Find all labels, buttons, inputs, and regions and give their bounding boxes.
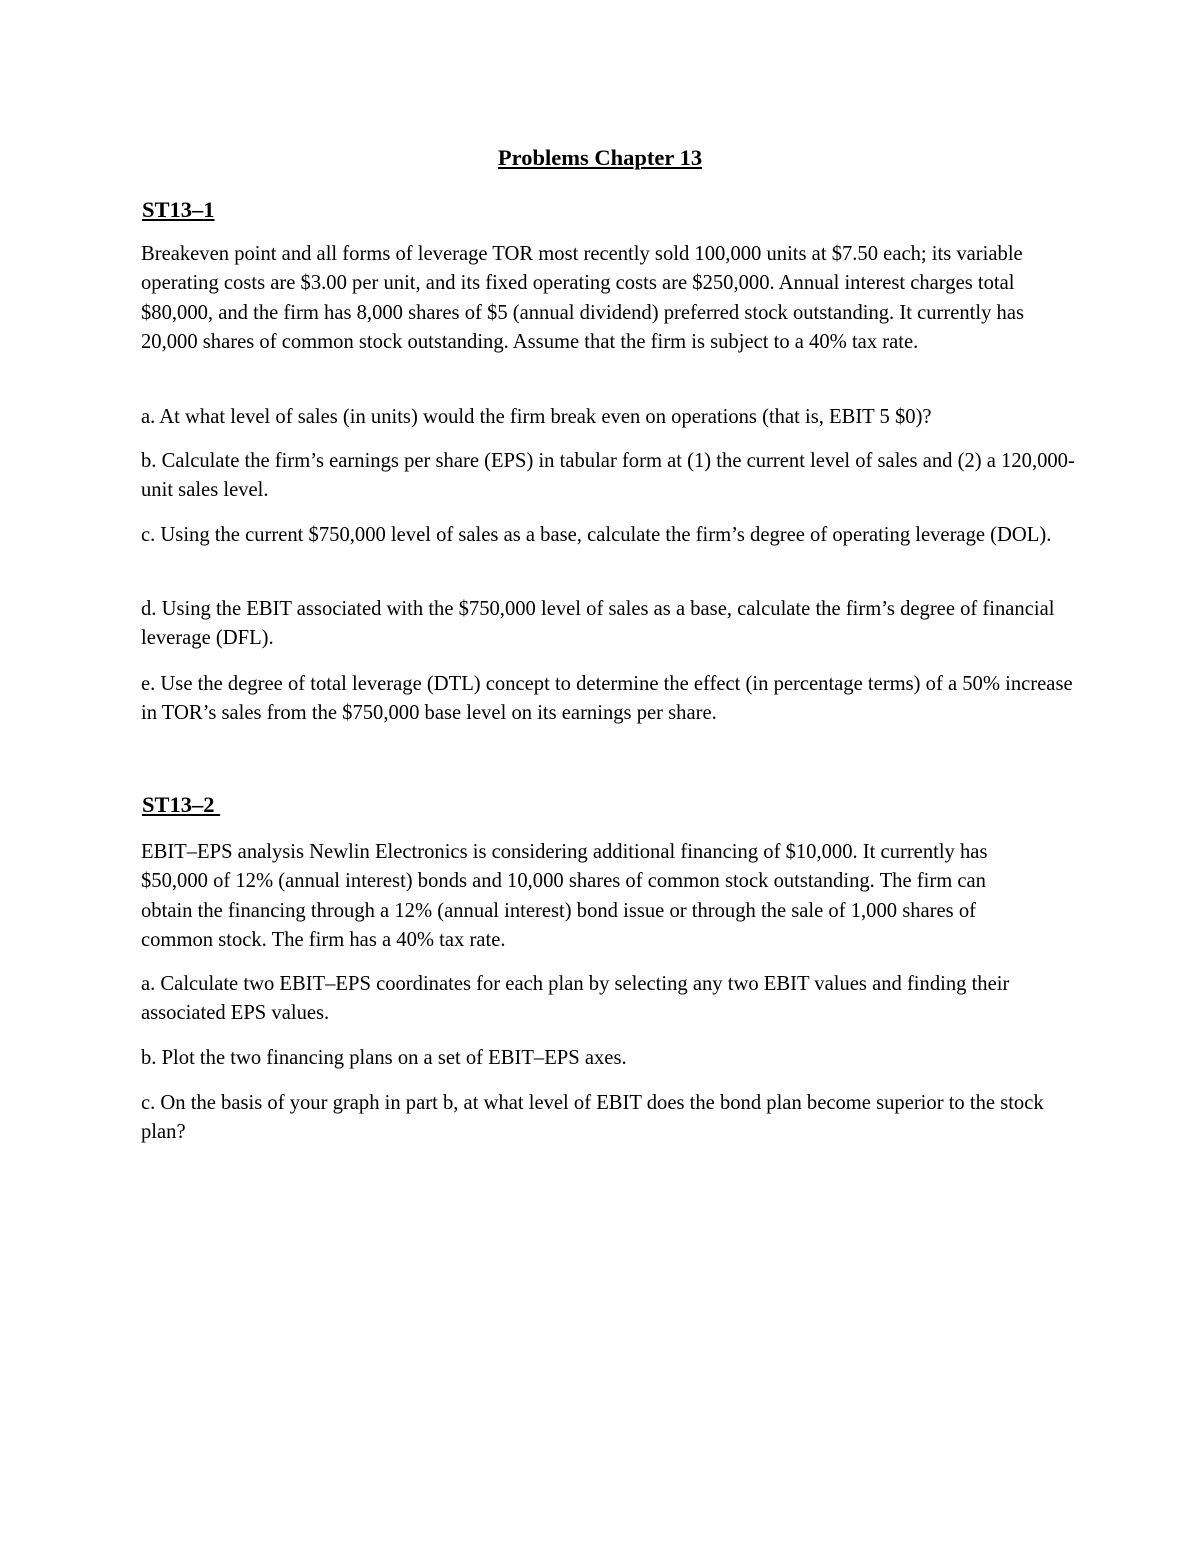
- question-st13-1-c: c. Using the current $750,000 level of sales as a base, calculate the firm’s degree of operating leverage (DOL).: [141, 524, 1052, 546]
- question-st13-1-b: b. Calculate the firm’s earnings per share (EPS) in tabular form at (1) the current level of sales and (2) a 120,000-unit sales level.: [141, 450, 1075, 502]
- question-st13-1-e: e. Use the degree of total leverage (DTL) concept to determine the effect (in percentage terms) of a 50% increase in TOR’s sales from the $750,000 base level on its earnings per share.: [141, 673, 1073, 725]
- question-st13-1-a: a. At what level of sales (in units) would the firm break even on operations (that is, EBIT 5 $0)?: [141, 406, 932, 428]
- section-heading-st13-2: ST13–2: [142, 792, 221, 817]
- problem-statement-st13-2: EBIT–EPS analysis Newlin Electronics is considering additional financing of $10,000. It currently has $50,000 of 12% (annual interest) bonds and 10,000 shares of common stock outstanding. The firm can obtain the financing through a 12% (annual interest) bond issue or through the sale of 1,000 shares of common stock. The firm has a 40% tax rate.: [141, 841, 988, 951]
- question-st13-2-c: c. On the basis of your graph in part b, at what level of EBIT does the bond plan become superior to the stock plan?: [141, 1092, 1044, 1144]
- section-heading-st13-1: ST13–1: [142, 197, 215, 222]
- question-st13-1-d: d. Using the EBIT associated with the $750,000 level of sales as a base, calculate the firm’s degree of financial leverage (DFL).: [141, 598, 1055, 650]
- page-title: Problems Chapter 13: [497, 145, 703, 170]
- question-st13-2-a: a. Calculate two EBIT–EPS coordinates for each plan by selecting any two EBIT values and finding their associated EPS values.: [141, 973, 1010, 1025]
- problem-statement-st13-1: Breakeven point and all forms of leverage TOR most recently sold 100,000 units at $7.50 each; its variable operating costs are $3.00 per unit, and its fixed operating costs are $250,000. Annual interest charges total $80,000, and the firm has 8,000 shares of $5 (annual dividend) preferred stock outstanding. It currently has 20,000 shares of common stock outstanding. Assume that the firm is subject to a 40% tax rate.: [141, 243, 1025, 353]
- question-st13-2-b: b. Plot the two financing plans on a set of EBIT–EPS axes.: [141, 1047, 627, 1069]
